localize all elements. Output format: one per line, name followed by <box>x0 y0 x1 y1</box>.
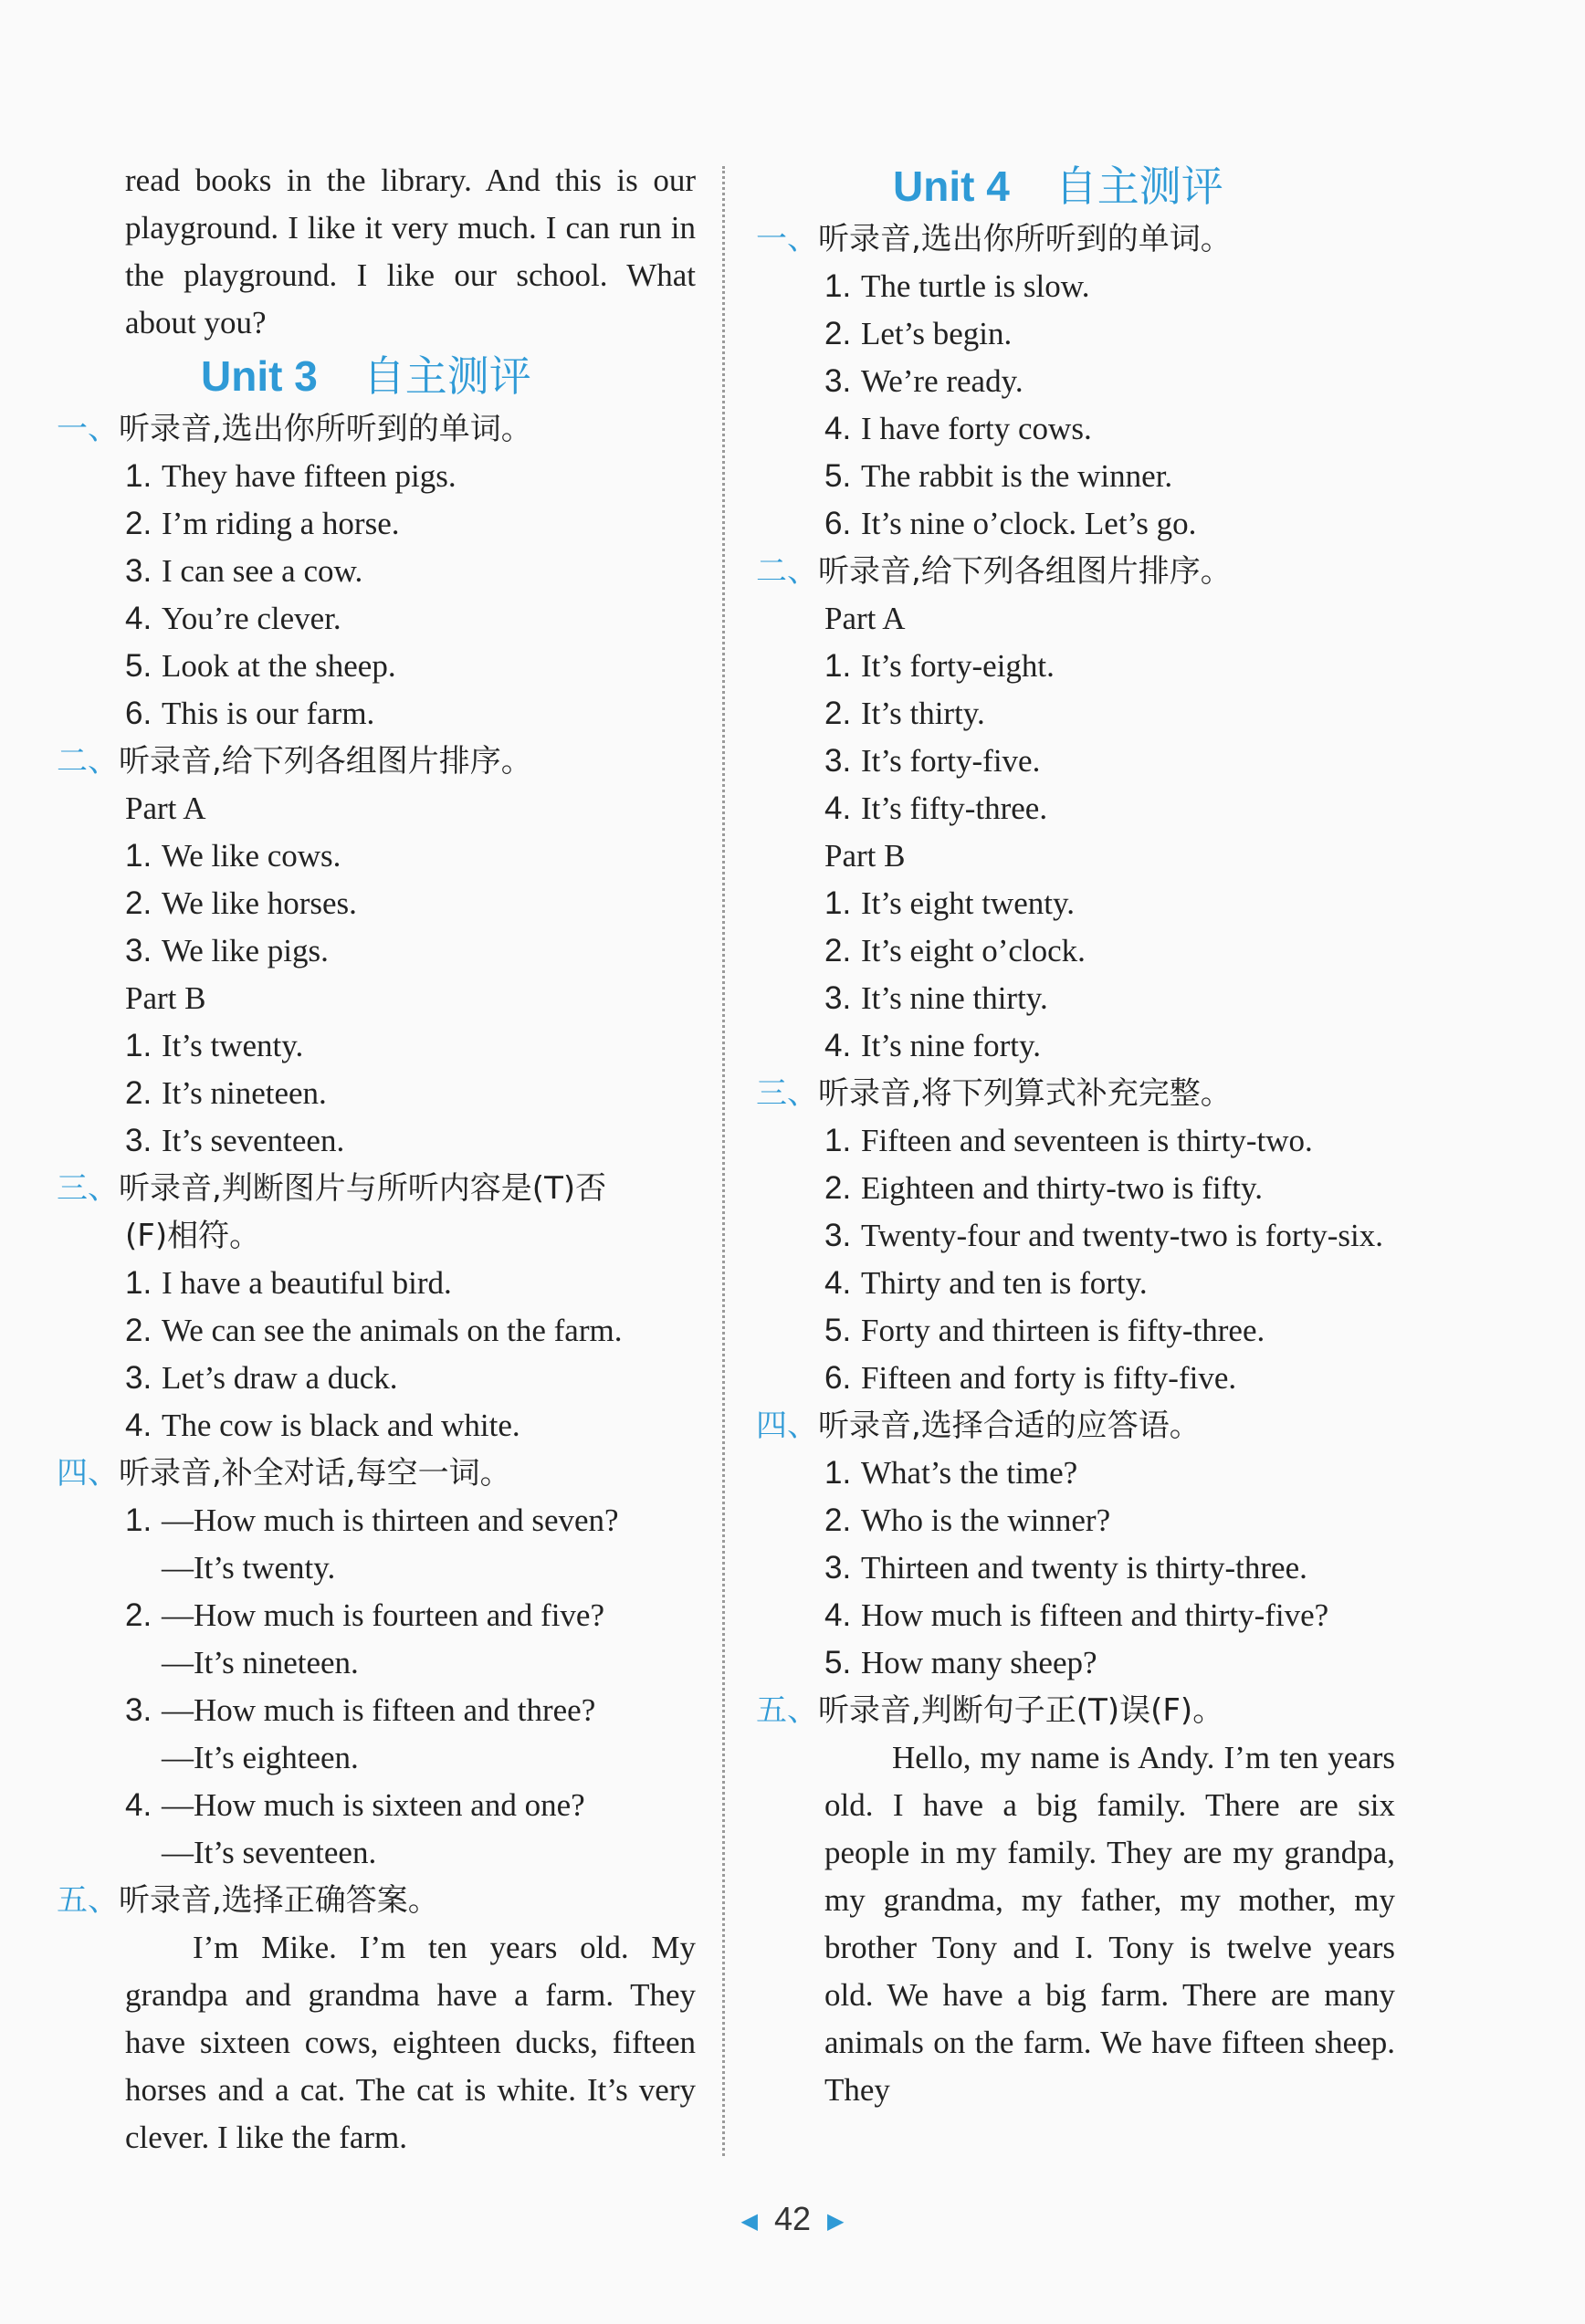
list-item: 1. What’s the time? <box>824 1455 1078 1491</box>
list-item: 3. I can see a cow. <box>125 553 363 589</box>
list-item: 6. This is our farm. <box>125 696 375 731</box>
list-item: 3. We like pigs. <box>125 933 329 968</box>
dialog-answer: —It’s twenty. <box>162 1550 336 1586</box>
triangle-left-icon: ◀ <box>740 2208 758 2234</box>
list-item: 2. Let’s begin. <box>824 316 1013 351</box>
dialog-question: 1. —How much is thirteen and seven? <box>125 1502 619 1538</box>
unit-4-title: Unit 4 <box>893 162 1010 210</box>
list-item: 2. It’s eight o’clock. <box>824 933 1086 968</box>
unit3-section-5-heading: 五、听录音,选择正确答案。 <box>57 1882 439 1919</box>
list-item: 3. We’re ready. <box>824 363 1023 399</box>
list-item: 5. Forty and thirteen is fifty-three. <box>824 1313 1265 1348</box>
list-item: 5. The rabbit is the winner. <box>824 458 1173 494</box>
unit4-section-3-heading: 三、听录音,将下列算式补充完整。 <box>756 1075 1232 1112</box>
unit3-section-4-heading: 四、听录音,补全对话,每空一词。 <box>57 1455 511 1492</box>
list-item: 2. I’m riding a horse. <box>125 506 400 541</box>
right-column <box>756 157 1395 2114</box>
story-paragraph: I’m Mike. I’m ten years old. My grandpa and grandma have a farm. They have sixteen cows, eighteen ducks, fifteen horses and a cat. The cat is white. It’s very clever. I like the farm. <box>125 1930 696 2155</box>
list-item: 1. The turtle is slow. <box>824 268 1090 304</box>
page-footer <box>0 2200 1585 2238</box>
unit3-section-1-heading: 一、听录音,选出你所听到的单词。 <box>57 411 532 447</box>
unit3-section-3-heading: 三、听录音,判断图片与所听内容是(T)否 <box>57 1170 607 1207</box>
list-item: 3. It’s nine thirty. <box>824 980 1048 1016</box>
list-item: 3. Twenty-four and twenty-two is forty-six. <box>824 1218 1384 1253</box>
unit-3-heading <box>201 347 696 405</box>
unit-3-subtitle: 自主测评 <box>362 352 531 400</box>
list-item: 1. They have fifteen pigs. <box>125 458 457 494</box>
unit4-section-2-heading: 二、听录音,给下列各组图片排序。 <box>756 553 1232 590</box>
dialog-question: 4. —How much is sixteen and one? <box>125 1787 585 1823</box>
list-item: 4. How much is fifteen and thirty-five? <box>824 1597 1329 1633</box>
unit4-section-1-heading: 一、听录音,选出你所听到的单词。 <box>756 221 1232 257</box>
story-paragraph: Hello, my name is Andy. I’m ten years old. I have a big family. There are six people in my family. They are my grandpa, my grandma, my father, my mother, my brother Tony and I. Tony is twelve years old. We have a big farm. There are many animals on the farm. We have fifteen sheep. They <box>824 1740 1395 2108</box>
dialog-answer: —It’s eighteen. <box>162 1740 359 1775</box>
unit3-section-3-heading-cont: (F)相符。 <box>125 1218 261 1254</box>
list-item: 3. Thirteen and twenty is thirty-three. <box>824 1550 1307 1586</box>
list-item: 4. The cow is black and white. <box>125 1408 520 1443</box>
list-item: 4. It’s nine forty. <box>824 1028 1041 1063</box>
column-divider <box>722 166 725 2156</box>
list-item: 4. You’re clever. <box>125 601 341 636</box>
triangle-right-icon: ▶ <box>827 2208 845 2234</box>
unit-4-subtitle: 自主测评 <box>1055 162 1223 210</box>
page-number: 42 <box>773 2200 812 2237</box>
list-item: 2. We can see the animals on the farm. <box>125 1313 623 1348</box>
unit-4-heading <box>893 157 1395 215</box>
unit3-section-2-heading: 二、听录音,给下列各组图片排序。 <box>57 743 532 780</box>
part-label: Part B <box>125 980 206 1016</box>
unit4-section-5-heading: 五、听录音,判断句子正(T)误(F)。 <box>756 1692 1224 1729</box>
list-item: 1. We like cows. <box>125 838 341 874</box>
list-item: 2. It’s thirty. <box>824 696 985 731</box>
dialog-question: 2. —How much is fourteen and five? <box>125 1597 604 1633</box>
list-item: 6. Fifteen and forty is fifty-five. <box>824 1360 1237 1396</box>
list-item: 3. It’s forty-five. <box>824 743 1041 779</box>
dialog-answer: —It’s nineteen. <box>162 1645 359 1680</box>
list-item: 4. Thirty and ten is forty. <box>824 1265 1148 1301</box>
list-item: 1. It’s twenty. <box>125 1028 304 1063</box>
list-item: 5. Look at the sheep. <box>125 648 396 684</box>
list-item: 2. We like horses. <box>125 885 357 921</box>
part-label: Part A <box>824 601 906 636</box>
list-item: 2. Eighteen and thirty-two is fifty. <box>824 1170 1263 1206</box>
part-label: Part B <box>824 838 906 874</box>
part-label: Part A <box>125 790 206 826</box>
list-item: 5. How many sheep? <box>824 1645 1097 1680</box>
list-item: 1. It’s eight twenty. <box>824 885 1075 921</box>
list-item: 1. I have a beautiful bird. <box>125 1265 452 1301</box>
left-column <box>57 157 696 2162</box>
list-item: 6. It’s nine o’clock. Let’s go. <box>824 506 1197 541</box>
list-item: 1. It’s forty-eight. <box>824 648 1055 684</box>
list-item: 2. It’s nineteen. <box>125 1075 327 1111</box>
unit-3-title: Unit 3 <box>201 352 318 400</box>
intro-paragraph: read books in the library. And this is our playground. I like it very much. I can run in the playground. I like our school. What about you? <box>125 162 696 340</box>
list-item: 1. Fifteen and seventeen is thirty-two. <box>824 1123 1313 1158</box>
list-item: 3. Let’s draw a duck. <box>125 1360 398 1396</box>
unit4-section-4-heading: 四、听录音,选择合适的应答语。 <box>756 1408 1201 1444</box>
dialog-answer: —It’s seventeen. <box>162 1835 377 1870</box>
dialog-question: 3. —How much is fifteen and three? <box>125 1692 596 1728</box>
list-item: 3. It’s seventeen. <box>125 1123 345 1158</box>
list-item: 2. Who is the winner? <box>824 1502 1111 1538</box>
list-item: 4. It’s fifty-three. <box>824 790 1048 826</box>
list-item: 4. I have forty cows. <box>824 411 1092 446</box>
